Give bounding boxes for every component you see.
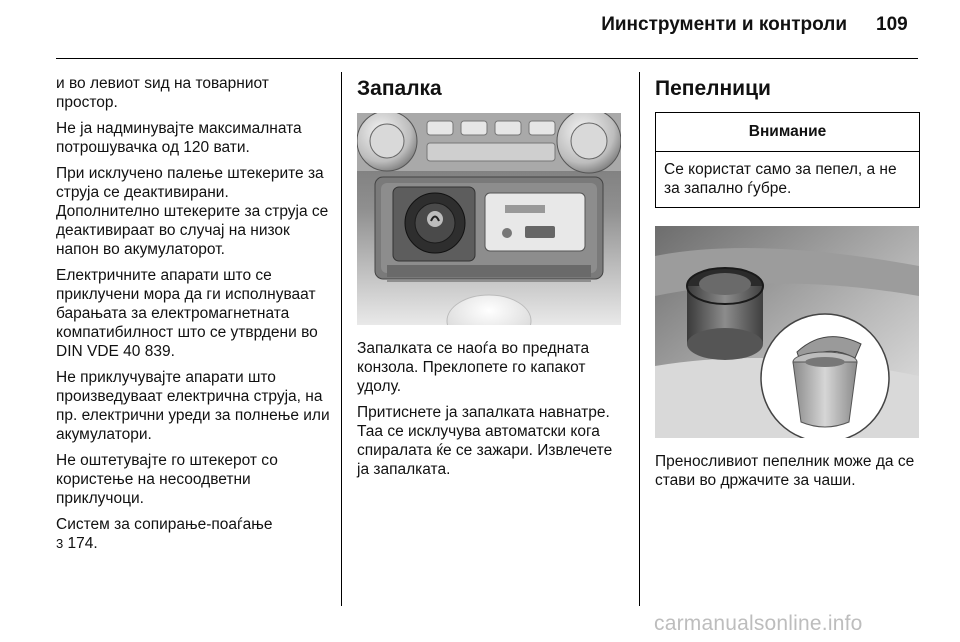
page-number: 109 — [876, 14, 908, 35]
paragraph: При исклучено палење штекерите за струја се деактивирани. Дополнително штекерите за струја се деактивираат во случај на низок напон во акумулаторот. — [56, 165, 329, 258]
paragraph — [56, 515, 332, 553]
warning-box — [655, 112, 920, 208]
warning-title: Внимание — [656, 113, 919, 152]
cigarette-lighter-illustration — [357, 113, 621, 325]
reference-page-link[interactable]: 174. — [67, 535, 98, 552]
page-header-title: Иинструменти и контроли — [601, 14, 847, 35]
right-column — [655, 76, 922, 497]
paragraph: Преносливиот пепелник може да се стави во држачите за чаши. — [655, 453, 915, 489]
section-heading-ashtrays: Пепелници — [655, 77, 771, 100]
paragraph-text: Систем за сопирање-поаѓање — [56, 516, 273, 533]
header-rule — [56, 58, 918, 59]
paragraph: Електричните апарати што се приклучени мора да ги исполнуваат барањата за електромагнетната компатибилност што се утврдени во DIN VDE 40 839. — [56, 267, 318, 360]
paragraph: Не приклучувајте апарати што произведуваат електрична струја, на пр. електрични уреди за полнење или акумулатори. — [56, 369, 330, 443]
column-divider — [341, 72, 342, 606]
middle-column — [357, 76, 624, 486]
reference-arrow-icon: 3 — [56, 536, 64, 551]
paragraph: Притиснете ја запалката навнатре. Таа се исклучува автоматски кога спиралата ќе се зажари. Извлечете ја запалката. — [357, 404, 613, 478]
left-column — [56, 74, 332, 553]
paragraph: Не оштетувајте го штекерот со користење на несоодветни приклучоци. — [56, 452, 278, 507]
portable-ashtray-illustration — [655, 226, 919, 438]
warning-text: Се користат само за пепел, а не за запално ѓубре. — [664, 161, 897, 197]
section-heading-lighter: Запалка — [357, 77, 442, 100]
column-divider — [639, 72, 640, 606]
watermark: carmanualsonline.info — [654, 612, 863, 635]
paragraph: и во левиот ѕид на товарниот простор. — [56, 75, 269, 111]
paragraph: Не ја надминувајте максималната потрошувачка од 120 вати. — [56, 120, 302, 156]
paragraph: Запалката се наоѓа во предната конзола. Преклопете го капакот удолу. — [357, 340, 590, 395]
